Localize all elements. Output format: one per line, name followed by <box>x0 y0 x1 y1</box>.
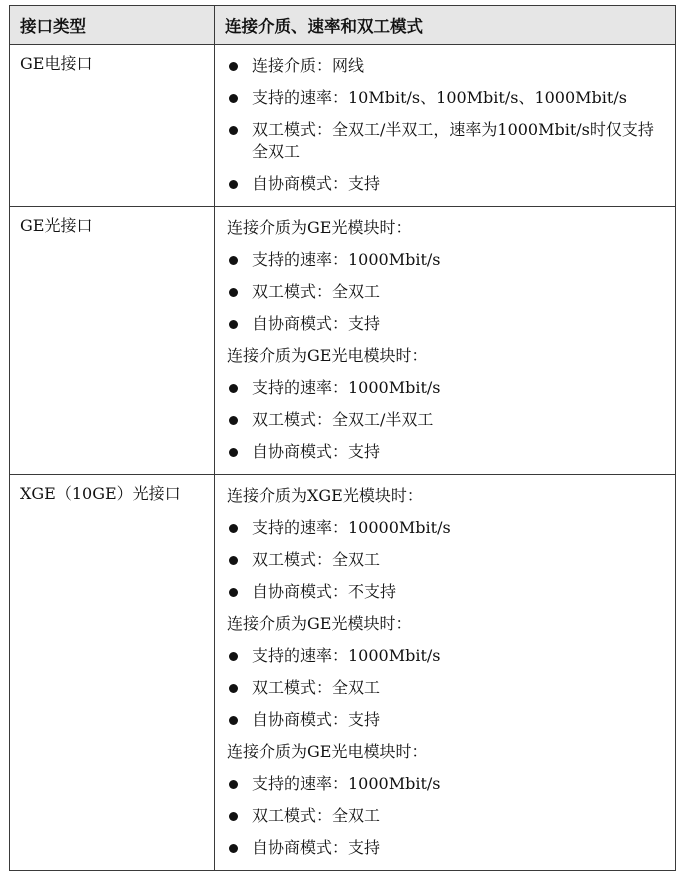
bullet-text: 支持的速率：10Mbit/s、100Mbit/s、1000Mbit/s <box>252 88 627 107</box>
interface-type-cell: GE光接口 <box>10 207 215 475</box>
interface-detail-cell <box>215 45 676 207</box>
table-row <box>10 207 676 475</box>
bullet-item <box>227 436 665 468</box>
header-row <box>10 6 676 45</box>
bullet-dot-icon <box>227 709 252 731</box>
table-row <box>10 45 676 207</box>
header-interface-type: 接口类型 <box>10 6 215 45</box>
bullet-dot-icon <box>227 517 252 539</box>
bullet-dot-icon <box>227 677 252 699</box>
bullet-text: 支持的速率：10000Mbit/s <box>252 518 451 537</box>
bullet-dot-icon <box>227 581 252 603</box>
bullet-text: 自协商模式：支持 <box>252 710 381 729</box>
bullet-item <box>227 114 665 168</box>
bullet-text: 支持的速率：1000Mbit/s <box>252 378 441 397</box>
bullet-dot-icon <box>227 441 252 463</box>
bullet-item <box>227 168 665 200</box>
bullet-item <box>227 244 665 276</box>
bullet-dot-icon <box>227 173 252 195</box>
medium-subheading: 连接介质为XGE光模块时： <box>227 486 423 505</box>
bullet-item <box>227 640 665 672</box>
interface-detail-cell <box>215 475 676 871</box>
bullet-item <box>227 832 665 864</box>
bullet-text: 双工模式：全双工/半双工 <box>252 410 434 429</box>
bullet-item <box>227 672 665 704</box>
interface-type-cell: GE电接口 <box>10 45 215 207</box>
bullet-text: 双工模式：全双工 <box>252 550 381 569</box>
bullet-dot-icon <box>227 313 252 335</box>
bullet-text: 自协商模式：不支持 <box>252 582 397 601</box>
table-row <box>10 475 676 871</box>
bullet-text: 支持的速率：1000Mbit/s <box>252 646 441 665</box>
bullet-dot-icon <box>227 837 252 859</box>
bullet-item <box>227 768 665 800</box>
header-medium-speed-duplex: 连接介质、速率和双工模式 <box>215 6 676 45</box>
bullet-item <box>227 372 665 404</box>
bullet-text: 双工模式：全双工 <box>252 806 381 825</box>
interface-spec-table <box>9 5 676 871</box>
bullet-item <box>227 704 665 736</box>
bullet-dot-icon <box>227 805 252 827</box>
bullet-dot-icon <box>227 87 252 109</box>
bullet-dot-icon <box>227 281 252 303</box>
medium-subheading: 连接介质为GE光模块时： <box>227 614 412 633</box>
bullet-dot-icon <box>227 55 252 77</box>
bullet-text: 自协商模式：支持 <box>252 838 381 857</box>
interface-detail-cell <box>215 207 676 475</box>
medium-subheading: 连接介质为GE光模块时： <box>227 218 412 237</box>
bullet-text: 支持的速率：1000Mbit/s <box>252 774 441 793</box>
bullet-text: 双工模式：全双工 <box>252 282 381 301</box>
bullet-dot-icon <box>227 773 252 795</box>
medium-subheading: 连接介质为GE光电模块时： <box>227 742 428 761</box>
bullet-dot-icon <box>227 119 252 141</box>
interface-type-cell: XGE（10GE）光接口 <box>10 475 215 871</box>
bullet-dot-icon <box>227 645 252 667</box>
bullet-text: 支持的速率：1000Mbit/s <box>252 250 441 269</box>
bullet-item <box>227 50 665 82</box>
bullet-text: 双工模式：全双工/半双工，速率为1000Mbit/s时仅支持全双工 <box>252 120 654 161</box>
bullet-text: 自协商模式：支持 <box>252 442 381 461</box>
table-body <box>10 45 676 871</box>
bullet-item <box>227 800 665 832</box>
bullet-dot-icon <box>227 409 252 431</box>
bullet-text: 自协商模式：支持 <box>252 314 381 333</box>
bullet-item <box>227 82 665 114</box>
medium-subheading: 连接介质为GE光电模块时： <box>227 346 428 365</box>
bullet-item <box>227 512 665 544</box>
bullet-item <box>227 276 665 308</box>
bullet-text: 连接介质：网线 <box>252 56 365 75</box>
bullet-item <box>227 308 665 340</box>
bullet-item <box>227 576 665 608</box>
bullet-dot-icon <box>227 549 252 571</box>
bullet-dot-icon <box>227 249 252 271</box>
bullet-item <box>227 544 665 576</box>
bullet-dot-icon <box>227 377 252 399</box>
bullet-item <box>227 404 665 436</box>
bullet-text: 双工模式：全双工 <box>252 678 381 697</box>
bullet-text: 自协商模式：支持 <box>252 174 381 193</box>
